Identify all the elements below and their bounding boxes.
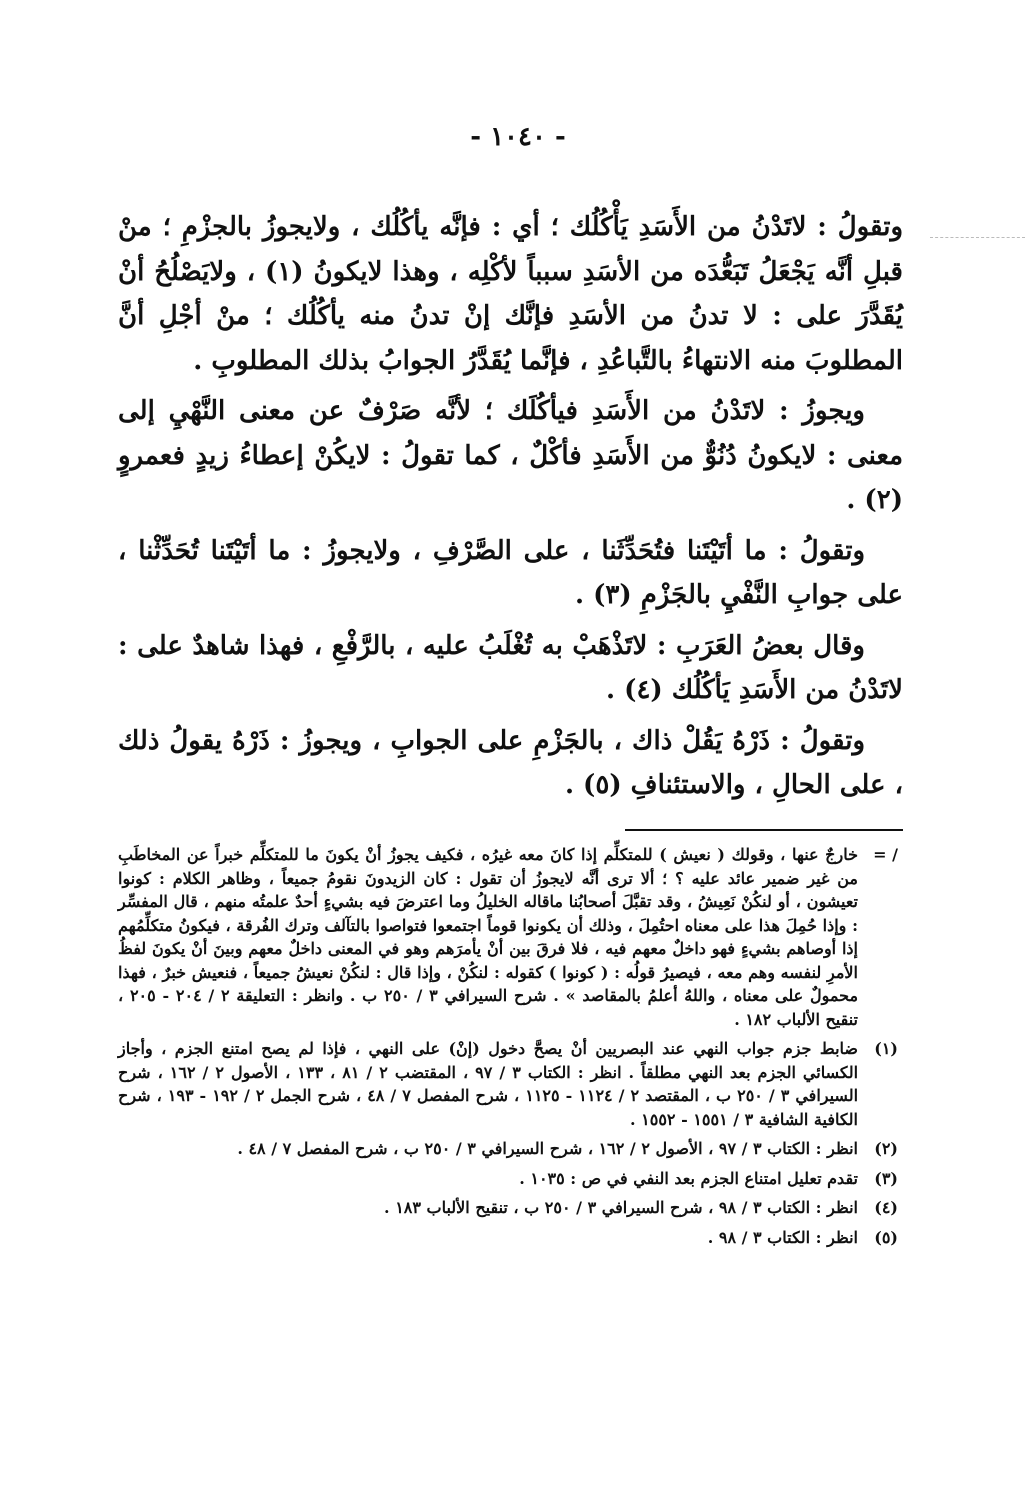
page-number: - ١٠٤٠ - — [470, 122, 566, 152]
paragraph: وتقولُ : ذَرْهُ يَقُلْ ذاك ، بالجَزْمِ على الجوابِ ، ويجوزُ : ذَرْهُ يقولُ ذلك ، على الحالِ ، والاستئنافِ (٥) . — [118, 725, 903, 800]
footnote-text: انظر : الكتاب ٣ / ٩٨ . — [707, 1227, 858, 1247]
footnote-mark: / = — [873, 845, 898, 864]
footnote-text: تقدم تعليل امتناع الجزم بعد النفي في ص : ١٠٣٥ . — [519, 1168, 858, 1188]
footnote-mark: (٢) — [874, 1139, 898, 1158]
margin-mark — [930, 237, 1025, 238]
paragraph: وتقولُ : ما أتَيْتَنا فتُحَدِّثَنا ، على الصَّرْفِ ، ولايجوزُ : ما أتَيْتَنا تُحَدِّثْنا ، على جوابِ النَّفْيِ بالجَزْمِ (٣) . — [118, 535, 903, 610]
footnote-separator — [625, 829, 903, 831]
footnote-3 — [118, 1167, 898, 1191]
footnote-text: خارجٌ عنها ، وقولك ( نعيش ) للمتكلِّم إذا كانَ معه غيرُه ، فكيف يجوزُ أنْ يكونَ ما للمتكلِّم خبراً عن المخاطَبِ من غير ضمير عائد عليه ؟ ؛ ألا ترى أنَّه لايجوزُ أن تقول : كان الزيدونَ نقومُ جميعاً ، وظاهر الكلام : كونوا تعيشون ، أو لنكُنْ نَعِيشُ ، وقد تقبَّلَ أصحابُنا ماقاله الخليلُ وما اعترضَ فيه بشيءٍ أحدٌ علمتُه منهم ، قال المفسِّر : وإذا حُمِلَ هذا على معناه احتُمِلَ ، وذلك أن يكونوا قوماً اجتمعوا فتواصوا بالتآلف وترك الفُرقة ، فيكونُ متكلِّمُهم إذا أوصاهم بشيءٍ فهو داخلٌ معهم فيه ، فلا فرقَ بين أنْ يأمرَهم وهو في المعنى داخلٌ معهم وبينَ أنْ يكونَ لفظُ الأمرِ لنفسه وهم معه ، فيصيرُ قولُه : ( كونوا ) كقوله : لنكُنْ ، وإذا قال : لنكُنْ نعيشُ جميعاً ، فنعيش خبرٌ ، فهذا محمولٌ على معناه ، واللهُ أعلمُ بالمقاصد » . شرح السيرافي ٣ / ٢٥٠ ب . وانظر : التعليقة ٢ / ٢٠٤ - ٢٠٥ ، تنقيح الألباب ١٨٢ . — [118, 845, 859, 1029]
footnote-mark: (٥) — [874, 1227, 898, 1247]
footnote-text: انظر : الكتاب ٣ / ٩٨ ، شرح السيرافي ٣ / ٢٥٠ ب ، تنقيح الألباب ١٨٣ . — [384, 1198, 858, 1217]
footnote-text: ضابط جزم جواب النهي عند البصريين أنْ يصحَّ دخول (إنْ) على النهي ، فإذا لم يصح امتنع الجزم ، وأجاز الكسائي الجزم بعد النهي مطلقاً . انظر : الكتاب ٣ / ٩٧ ، المقتضب ٢ / ٨١ ، ١٣٣ ، الأصول ٢ / ١٦٢ ، شرح السيرافي ٣ / ٢٥٠ ب ، المقتصد ٢ / ١١٢٤ - ١١٢٥ ، شرح المفصل ٧ / ٤٨ ، شرح الجمل ٢ / ١٩٢ - ١٩٣ ، شرح الكافية الشافية ٣ / ١٥٥١ - ١٥٥٢ . — [118, 1039, 859, 1129]
footnote-text: انظر : الكتاب ٣ / ٩٧ ، الأصول ٢ / ١٦٢ ، شرح السيرافي ٣ / ٢٥٠ ب ، شرح المفصل ٧ / ٤٨ . — [237, 1139, 858, 1158]
main-text — [118, 205, 903, 814]
footnote-mark: (١) — [874, 1039, 898, 1058]
footnote-mark: (٣) — [874, 1168, 898, 1188]
footnote-2 — [118, 1137, 898, 1161]
paragraph: ويجوزُ : لاتَدْنُ من الأَسَدِ فيأكُلَك ؛ لأنَّه صَرْفٌ عن معنى النَّهْيِ إلى معنى : لايكونُ دُنُوٌّ من الأَسَدِ فأكْلٌ ، كما تقولُ : لايكُنْ إعطاءُ زيدٍ فعمروٍ (٢) . — [118, 396, 903, 515]
footnote-continued — [118, 843, 898, 1031]
footnote-1 — [118, 1037, 898, 1131]
footnotes — [118, 843, 898, 1255]
footnote-4 — [118, 1196, 898, 1220]
paragraph: وقال بعضُ العَرَبِ : لاتَذْهَبْ به تُغْلَبُ عليه ، بالرَّفْعِ ، فهذا شاهدٌ على : لاتَدْنُ من الأَسَدِ يَأكُلُك (٤) . — [118, 630, 903, 705]
footnote-mark: (٤) — [874, 1198, 898, 1217]
paragraph: وتقولُ : لاتَدْنُ من الأَسَدِ يَأْكُلُك ؛ أي : فإنَّه يأكُلُك ، ولايجوزُ بالجزْمِ ؛ منْ قبلِ أنَّه يَجْعَلُ تَبَعُّدَه من الأسَدِ سبباً لأكْلِه ، وهذا لايكونُ (١) ، ولايَصْلُحُ أنْ يُقَدَّرَ على : لا تدنُ من الأسَدِ فإنَّك إنْ تدنُ منه يأكُلُك ؛ منْ أجْلِ أنَّ المطلوبَ منه الانتهاءُ بالتَّباعُدِ ، فإنَّما يُقَدَّرُ الجوابُ بذلك المطلوبِ . — [118, 212, 903, 376]
footnote-5 — [118, 1226, 898, 1250]
